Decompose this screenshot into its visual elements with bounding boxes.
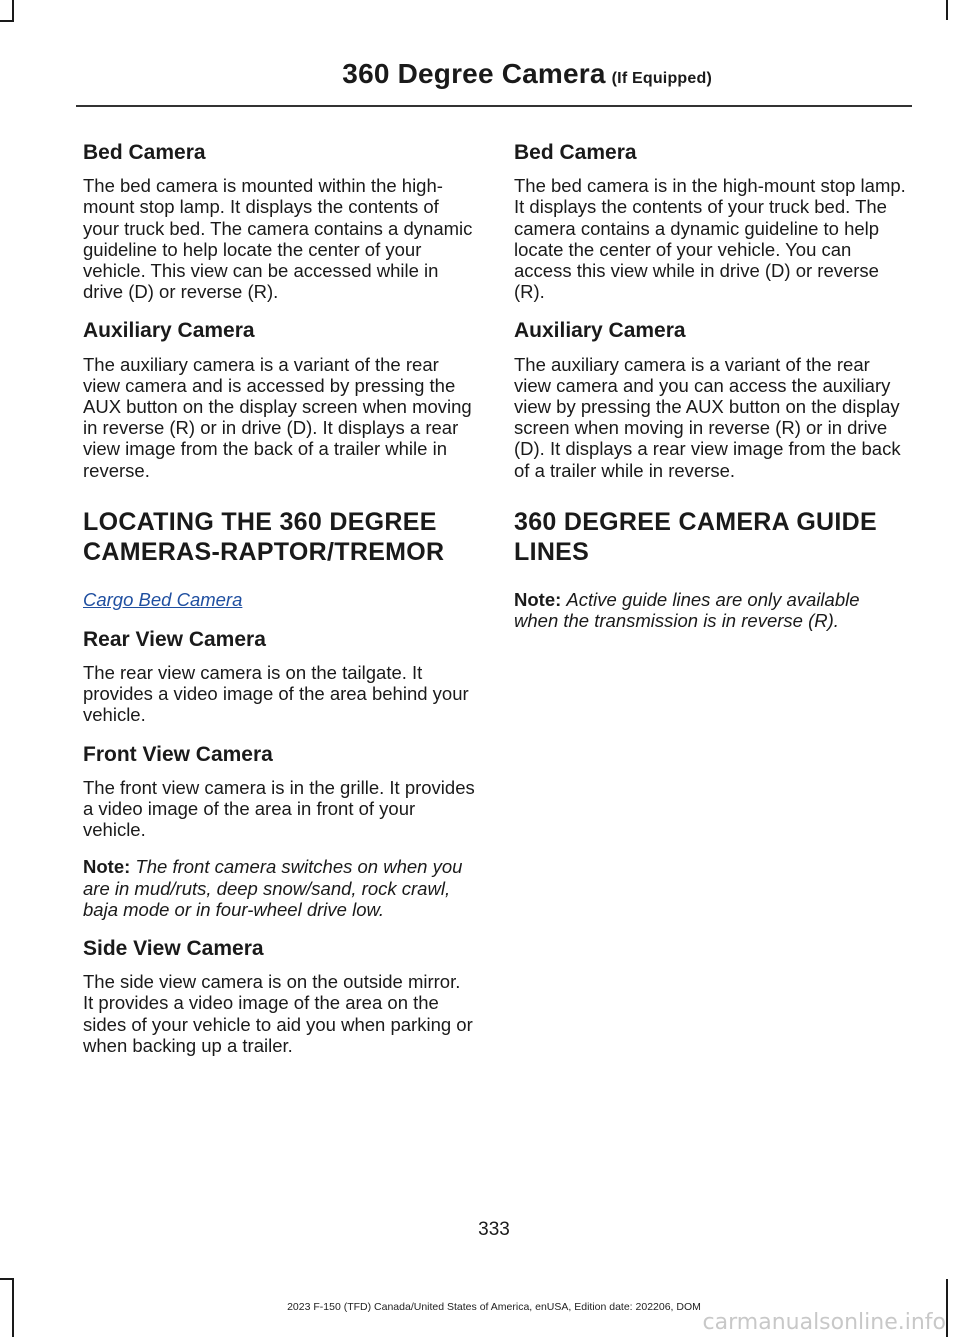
crop-mark xyxy=(12,0,14,20)
side-view-text: The side view camera is on the outside mirror. It provides a video image of the area on the sides of your vehicle to aid you when parking or when backing up a trailer. xyxy=(83,971,473,1056)
aux-camera-text: The auxiliary camera is a variant of the rear view camera and you can access the auxiliary view by pressing the AUX button on the display screen when moving in reverse (R) or in drive (D). It displays a rear view image from the back of a trailer while in reverse. xyxy=(514,353,901,481)
note-label: Note: xyxy=(514,588,562,610)
page-title-subtitle: (If Equipped) xyxy=(611,70,712,87)
watermark: carmanualsonline.info xyxy=(702,1310,946,1335)
cargo-bed-camera-link[interactable]: Cargo Bed Camera xyxy=(83,588,243,610)
bed-camera-heading: Bed Camera xyxy=(514,141,637,164)
header-divider xyxy=(76,105,912,107)
section-heading-guide-lines: 360 DEGREE CAMERA GUIDE LINES xyxy=(514,507,877,566)
bed-camera-text: The bed camera is in the high-mount stop lamp. It displays the contents of your truck bed. The camera contains a dynamic guideline to help locate the center of your vehicle. You can access this view while in drive (D) or reverse (R). xyxy=(514,175,906,303)
right-column xyxy=(514,140,906,647)
guide-lines-note xyxy=(514,589,906,631)
edition-footer: 2023 F-150 (TFD) Canada/United States of America, enUSA, Edition date: 202206, DOM xyxy=(287,1301,701,1313)
side-view-heading: Side View Camera xyxy=(83,937,264,961)
crop-mark xyxy=(0,1278,14,1280)
rear-view-heading: Rear View Camera xyxy=(83,627,266,651)
front-view-heading: Front View Camera xyxy=(83,742,273,766)
note-text: Active guide lines are only available when the transmission is in reverse (R). xyxy=(514,588,860,632)
bed-camera-heading: Bed Camera xyxy=(83,141,206,164)
note-text: The front camera switches on when you are in mud/ruts, deep snow/sand, rock crawl, baja mode or in four-wheel drive low. xyxy=(83,856,463,920)
left-column xyxy=(83,140,475,1072)
crop-mark xyxy=(0,20,14,22)
aux-camera-heading: Auxiliary Camera xyxy=(83,319,255,343)
page-title xyxy=(342,58,712,90)
bed-camera-text: The bed camera is mounted within the high-mount stop lamp. It displays the contents of your truck bed. The camera contains a dynamic guideline to help locate the center of your vehicle. This view can be accessed while in drive (D) or reverse (R). xyxy=(83,175,473,303)
rear-view-text: The rear view camera is on the tailgate. It provides a video image of the area behind your vehicle. xyxy=(83,662,469,726)
aux-camera-heading: Auxiliary Camera xyxy=(514,319,686,343)
front-view-note xyxy=(83,856,475,920)
page-title-main: 360 Degree Camera xyxy=(342,58,606,89)
aux-camera-text: The auxiliary camera is a variant of the rear view camera and is accessed by pressing the AUX button on the display screen when moving in reverse (R) or in drive (D). It displays a rear view image from the back of a trailer while in reverse. xyxy=(83,353,472,481)
section-heading-locating: LOCATING THE 360 DEGREE CAMERAS-RAPTOR/TREMOR xyxy=(83,507,445,566)
note-label: Note: xyxy=(83,856,131,878)
crop-mark xyxy=(946,0,948,20)
front-view-text: The front view camera is in the grille. It provides a video image of the area in front of your vehicle. xyxy=(83,776,475,841)
page-number: 333 xyxy=(478,1219,510,1240)
